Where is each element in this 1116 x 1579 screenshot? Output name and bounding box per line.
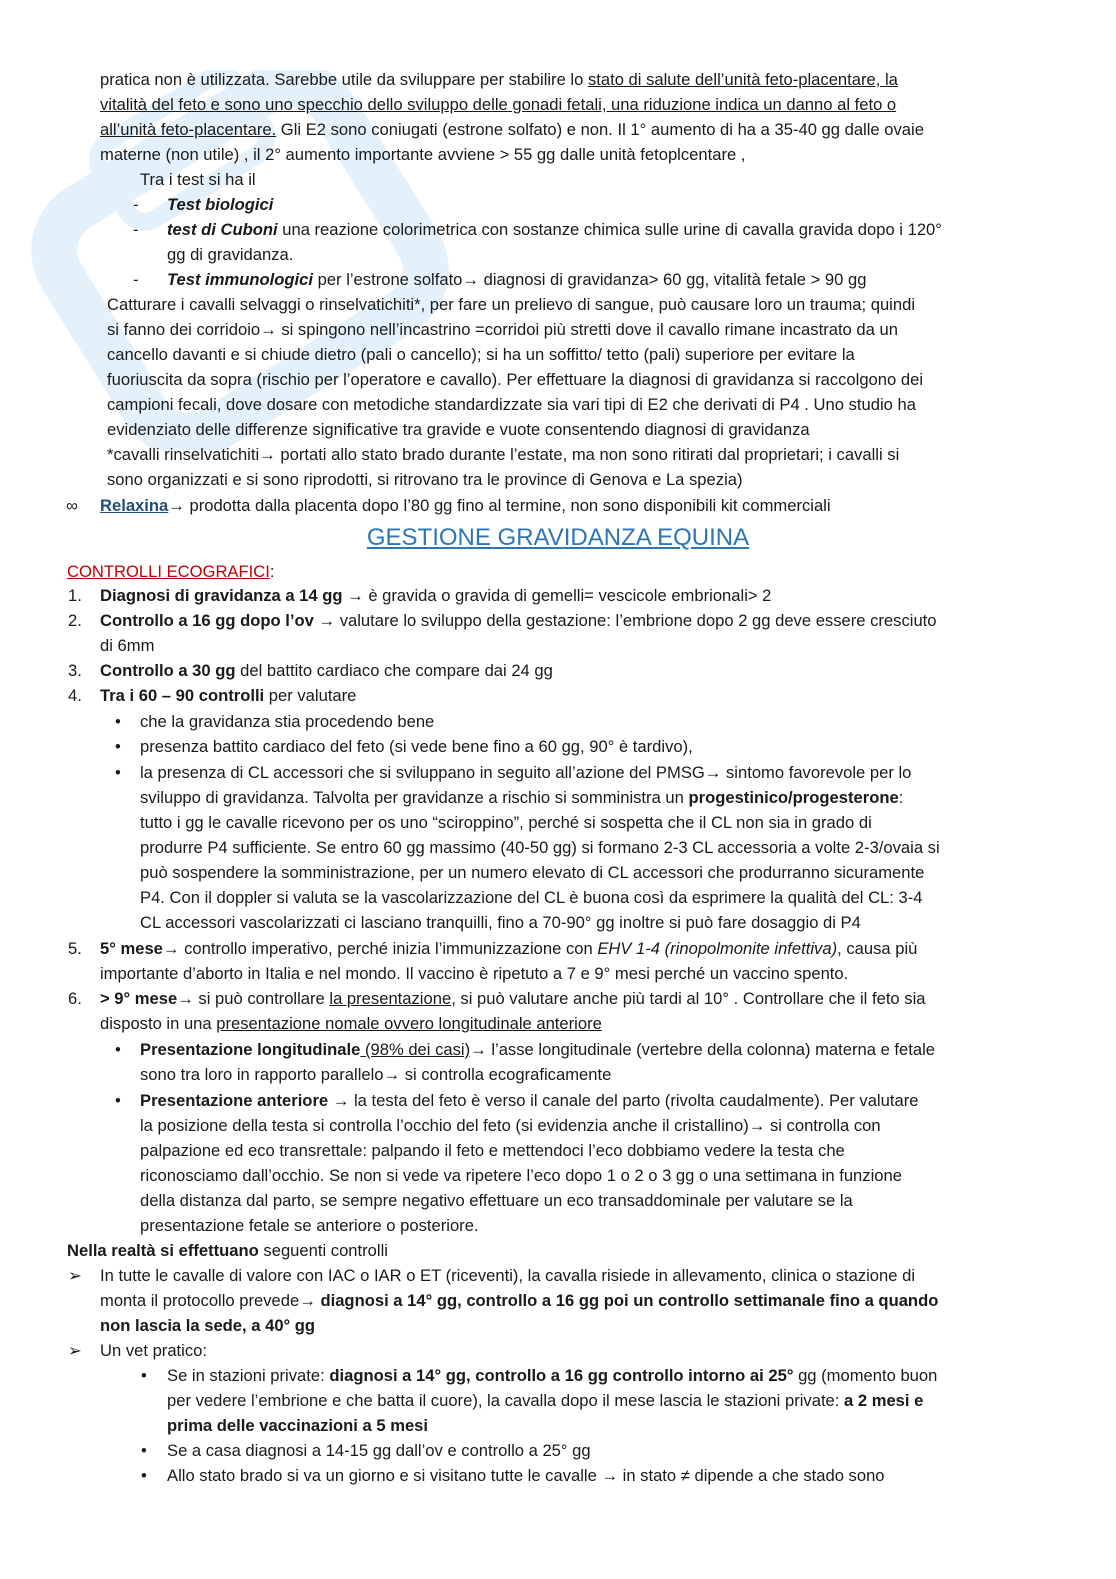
text-line: vitalità del feto e sono uno specchio dello sviluppo delle gonadi fetali, una riduzione indica un danno al feto o bbox=[100, 95, 897, 114]
bullet-dot-icon: • bbox=[115, 1091, 121, 1110]
arrow-item-continuation: monta il protocollo prevede→ diagnosi a 14° gg, controllo a 16 gg poi un controllo settimanale fino a quando bbox=[100, 1291, 939, 1310]
arrow-item-continuation: non lascia la sede, a 40° gg bbox=[100, 1316, 316, 1335]
list-number: 5. bbox=[68, 939, 82, 958]
bullet-dot-icon: • bbox=[141, 1366, 147, 1385]
relaxina-link[interactable]: Relaxina bbox=[100, 496, 169, 515]
list-number: 4. bbox=[68, 686, 82, 705]
bullet-dot-icon: • bbox=[141, 1441, 147, 1460]
bullet-dot-icon: • bbox=[115, 1040, 121, 1059]
bullet-item: presenza battito cardiaco del feto (si vede bene fino a 60 gg, 90° è tardivo), bbox=[140, 737, 693, 756]
list-item: test di Cuboni una reazione colorimetrica con sostanze chimica sulle urine di cavalla gravida dopo i 120° bbox=[167, 220, 942, 239]
relaxina-item: Relaxina→ prodotta dalla placenta dopo l’80 gg fino al termine, non sono disponibili kit commerciali bbox=[100, 496, 831, 515]
list-item-continuation: gg di gravidanza. bbox=[167, 245, 294, 264]
sub-bullet-continuation: prima delle vaccinazioni a 5 mesi bbox=[167, 1416, 429, 1435]
bullet-item: che la gravidanza stia procedendo bene bbox=[140, 712, 435, 731]
text-line: si fanno dei corridoio→ si spingono nell’incastrino =corridoi più stretti dove il cavallo rimane incastrato da un bbox=[107, 320, 898, 339]
bullet-dot-icon: • bbox=[141, 1466, 147, 1485]
section-title: GESTIONE GRAVIDANZA EQUINA bbox=[366, 524, 750, 551]
text-line: campioni fecali, dove dosare con metodiche standardizzate sia vari tipi di E2 che derivati di P4 . Uno studio ha bbox=[107, 395, 916, 414]
bullet-item-continuation: CL accessori vascolarizzati ci lasciano tranquilli, fino a 70-90° gg inoltre si può fare dosaggio di P4 bbox=[140, 913, 861, 932]
sub-bullet-continuation: per vedere l’embrione e che batta il cuore), la cavalla dopo il mese lascia le stazioni private: a 2 mesi e bbox=[167, 1391, 924, 1410]
sub-bullet-item: Allo stato brado si va un giorno e si visitano tutte le cavalle → in stato ≠ dipende a che stado sono bbox=[167, 1466, 885, 1485]
numbered-item: Controllo a 16 gg dopo l’ov → valutare lo sviluppo della gestazione: l’embrione dopo 2 gg deve essere cresciuto bbox=[100, 611, 937, 630]
bullet-item-continuation: sono tra loro in rapporto parallelo→ si controlla ecograficamente bbox=[140, 1065, 612, 1084]
numbered-item-continuation: di 6mm bbox=[100, 636, 155, 655]
bullet-item: la presenza di CL accessori che si sviluppano in seguito all’azione del PMSG→ sintomo favorevole per lo bbox=[140, 763, 912, 782]
bullet-dot-icon: • bbox=[115, 712, 121, 731]
subsection-heading: CONTROLLI ECOGRAFICI: bbox=[67, 562, 275, 581]
list-number: 6. bbox=[68, 989, 82, 1008]
text-line: *cavalli rinselvatichiti→ portati allo stato brado durante l’estate, ma non sono ritirati dal proprietari; i cavalli si bbox=[107, 445, 900, 464]
text-line: materne (non utile) , il 2° aumento importante avviene > 55 gg dalle unità fetoplcentare , bbox=[100, 145, 746, 164]
bullet-item: Presentazione anteriore → la testa del feto è verso il canale del parto (rivolta caudalmente). Per valutare bbox=[140, 1091, 919, 1110]
sub-bullet-item: Se a casa diagnosi a 14-15 gg dall’ov e controllo a 25° gg bbox=[167, 1441, 591, 1460]
list-item: Test immunologici per l’estrone solfato→ diagnosi di gravidanza> 60 gg, vitalità fetale > 90 gg bbox=[167, 270, 867, 289]
text-line: cancello davanti e si chiude dietro (pali o cancello); si ha un soffitto/ tetto (pali) superiore per evitare la bbox=[107, 345, 855, 364]
numbered-item: > 9° mese→ si può controllare la presentazione, si può valutare anche più tardi al 10° . Controllare che il feto sia bbox=[100, 989, 926, 1008]
dash-marker: - bbox=[133, 195, 139, 214]
text-line: evidenziato delle differenze significative tra gravide e vuote consentendo diagnosi di gravidanza bbox=[107, 420, 810, 439]
dash-marker: - bbox=[133, 270, 139, 289]
text-line: Catturare i cavalli selvaggi o rinselvatichiti*, per fare un prelievo di sangue, può causare loro un trauma; quindi bbox=[107, 295, 916, 314]
bullet-item: Presentazione longitudinale (98% dei casi)→ l’asse longitudinale (vertebre della colonna) materna e fetale bbox=[140, 1040, 936, 1059]
numbered-item: Tra i 60 – 90 controlli per valutare bbox=[100, 686, 357, 705]
bullet-item-continuation: palpazione ed eco transrettale: palpando il feto e mettendoci l’eco dobbiamo vedere la testa che bbox=[140, 1141, 845, 1160]
arrow-item: In tutte le cavalle di valore con IAC o IAR o ET (riceventi), la cavalla risiede in allevamento, clinica o stazione di bbox=[100, 1266, 916, 1285]
bullet-item-continuation: della distanza dal parto, se sempre negativo effettuare un eco transaddominale per valutare se la bbox=[140, 1191, 853, 1210]
text-line: sono organizzati e si sono riprodotti, si ritrovano tra le province di Genova e La spezia) bbox=[107, 470, 743, 489]
numbered-item-continuation: disposto in una presentazione nomale ovvero longitudinale anteriore bbox=[100, 1014, 602, 1033]
bullet-item-continuation: può sospendere la somministrazione, per un numero elevato di CL accessori che produrranno sicuramente bbox=[140, 863, 925, 882]
numbered-item: 5° mese→ controllo imperativo, perché inizia l’immunizzazione con EHV 1-4 (rinopolmonite infettiva), causa più bbox=[100, 939, 918, 958]
text-line: all’unità feto-placentare. Gli E2 sono coniugati (estrone solfato) e non. Il 1° aumento di ha a 35-40 gg dalle ovaie bbox=[100, 120, 924, 139]
text-line: Nella realtà si effettuano seguenti controlli bbox=[67, 1241, 388, 1260]
bullet-item-continuation: presentazione fetale se anteriore o posteriore. bbox=[140, 1216, 479, 1235]
list-item: Test biologici bbox=[167, 195, 274, 214]
bullet-item-continuation: la posizione della testa si controlla l’occhio del feto (si evidenzia anche il cristallino)→ si controlla con bbox=[140, 1116, 881, 1135]
bullet-dot-icon: • bbox=[115, 763, 121, 782]
bullet-dot-icon: • bbox=[115, 737, 121, 756]
text-line: fuoriuscita da sopra (rischio per l’operatore e cavallo). Per effettuare la diagnosi di gravidanza si raccolgono dei bbox=[107, 370, 924, 389]
bullet-item-continuation: sviluppo di gravidanza. Talvolta per gravidanze a rischio si somministra un progestinico/progesterone: bbox=[140, 788, 904, 807]
bullet-item-continuation: P4. Con il doppler si valuta se la vascolarizzazione del CL è buona così da esprimere la qualità del CL: 3-4 bbox=[140, 888, 923, 907]
infinity-bullet-icon: ∞ bbox=[66, 496, 78, 515]
list-number: 1. bbox=[68, 586, 82, 605]
list-number: 2. bbox=[68, 611, 82, 630]
arrow-bullet-icon: ➢ bbox=[68, 1266, 82, 1285]
text-line: pratica non è utilizzata. Sarebbe utile da sviluppare per stabilire lo stato di salute dell’unità feto-placentare, la bbox=[100, 70, 898, 89]
numbered-item: Controllo a 30 gg del battito cardiaco che compare dai 24 gg bbox=[100, 661, 553, 680]
arrow-item: Un vet pratico: bbox=[100, 1341, 207, 1360]
numbered-item: Diagnosi di gravidanza a 14 gg → è gravida o gravida di gemelli= vescicole embrionali> 2 bbox=[100, 586, 772, 605]
numbered-item-continuation: importante d’aborto in Italia e nel mondo. Il vaccino è ripetuto a 7 e 9° mesi perché un vaccino spento. bbox=[100, 964, 849, 983]
sub-bullet-item: Se in stazioni private: diagnosi a 14° gg, controllo a 16 gg controllo intorno ai 25° gg (momento buon bbox=[167, 1366, 938, 1385]
bullet-item-continuation: tutto i gg le cavalle ricevono per os uno “sciroppino”, perché si sospetta che il CL non sia in grado di bbox=[140, 813, 872, 832]
list-number: 3. bbox=[68, 661, 82, 680]
text-line: Tra i test si ha il bbox=[140, 170, 256, 189]
bullet-item-continuation: riconosciamo dall’occhio. Se non si vede va ripetere l’eco dopo 1 o 2 o 3 gg o una settimana in funzione bbox=[140, 1166, 902, 1185]
arrow-bullet-icon: ➢ bbox=[68, 1341, 82, 1360]
bullet-item-continuation: produrre P4 sufficiente. Se entro 60 gg massimo (40-50 gg) si formano 2-3 CL accessoria a volte 2-3/ovaia si bbox=[140, 838, 940, 857]
dash-marker: - bbox=[133, 220, 139, 239]
